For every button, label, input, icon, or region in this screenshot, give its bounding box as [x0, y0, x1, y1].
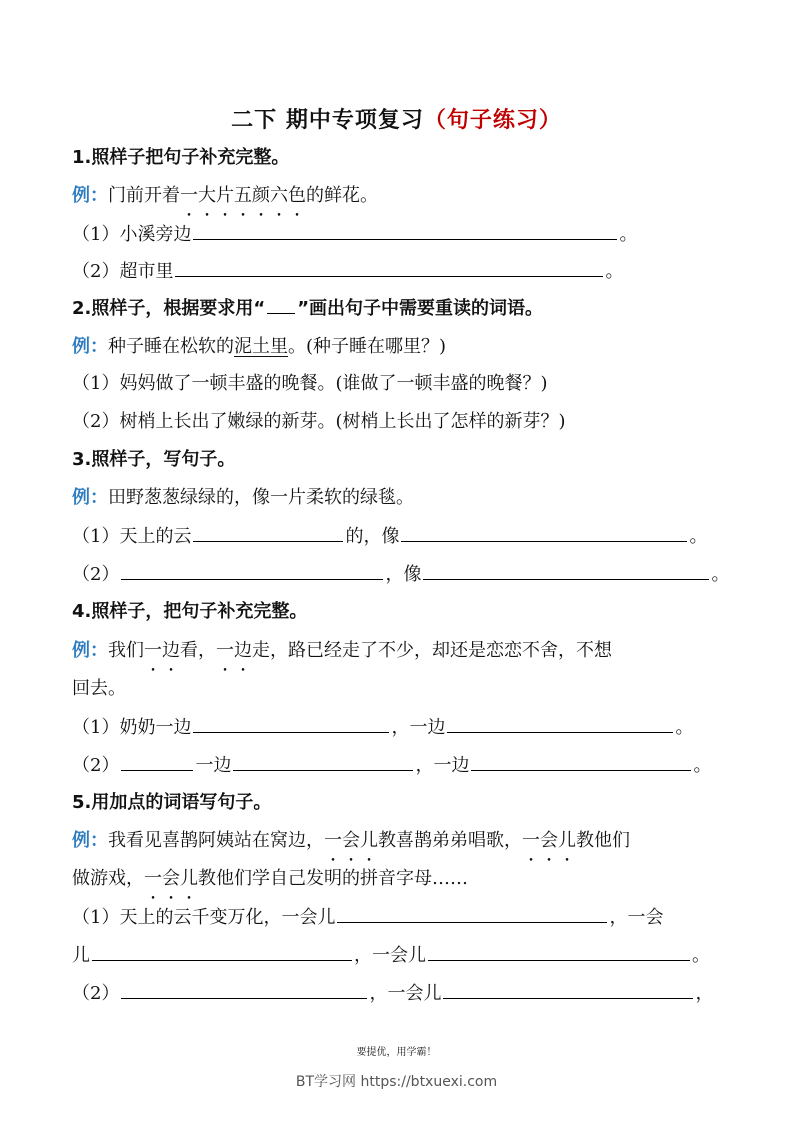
q2-heading	[72, 296, 723, 322]
example-text: 教他们	[576, 830, 630, 851]
q4-item-2	[72, 752, 723, 779]
q1-example	[72, 183, 723, 209]
item-text: （1）小溪旁边	[72, 224, 192, 245]
example-text: 种子睡在松软的	[108, 336, 234, 357]
item-text: （2）	[72, 983, 120, 1004]
footer-site[interactable]: BT学习网 https://btxuexi.com	[295, 1074, 498, 1090]
dotted-char: 边	[234, 640, 252, 661]
answer-blank[interactable]	[92, 942, 352, 961]
example-text: 教他们学自己发明的拼音字母……	[198, 868, 468, 889]
dotted-char: 会	[342, 830, 360, 851]
q3-heading: 3.照样子，写句子。	[72, 449, 236, 470]
item-end: 。	[619, 224, 638, 245]
example-text: 我看见喜鹊阿姨站在窝边，	[108, 830, 324, 851]
answer-blank[interactable]	[193, 714, 389, 733]
item-text: ，一边	[415, 755, 470, 776]
example-text: 看，	[180, 640, 216, 661]
item-end: 。	[693, 755, 712, 776]
q5-item-1	[72, 904, 723, 931]
underline-sample	[267, 297, 295, 314]
q4-heading: 4.照样子，把句子补充完整。	[72, 601, 308, 622]
dotted-char: 一	[522, 830, 540, 851]
example-text: 。(种子睡在哪里？)	[288, 336, 447, 357]
item-text: （1）天上的云千变万化，一会儿	[72, 907, 336, 928]
item-text: ，一会儿	[369, 983, 442, 1004]
q5-heading: 5.用加点的词语写句子。	[72, 792, 272, 813]
q3-item-1	[72, 523, 723, 550]
q2-item-2[interactable]: （2）树梢上长出了嫩绿的新芽。(树梢上长出了怎样的新芽？)	[72, 411, 566, 432]
example-text: 田野葱葱绿绿的，像一片柔软的绿毯。	[108, 487, 414, 508]
item-end: 。	[711, 564, 730, 585]
item-text: ，像	[385, 564, 422, 585]
answer-blank[interactable]	[337, 904, 607, 923]
dotted-char: 儿	[558, 830, 576, 851]
dotted-char: 颜	[252, 185, 270, 206]
q2-example	[72, 334, 723, 360]
item-text: 的，像	[345, 526, 400, 547]
dotted-char: 大	[198, 185, 216, 206]
item-text: （1）天上的云	[72, 526, 192, 547]
q5-example-cont	[72, 866, 723, 892]
answer-blank[interactable]	[193, 523, 343, 542]
dotted-char: 一	[144, 868, 162, 889]
item-end: 。	[675, 717, 694, 738]
answer-blank[interactable]	[447, 714, 673, 733]
dotted-char: 儿	[180, 868, 198, 889]
item-text: （2）	[72, 755, 120, 776]
example-label: 例：	[72, 336, 108, 357]
answer-blank[interactable]	[193, 221, 617, 240]
dotted-char: 边	[162, 640, 180, 661]
title-main: 二下 期中专项复习	[231, 108, 424, 133]
dotted-char: 一	[324, 830, 342, 851]
example-label: 例：	[72, 487, 108, 508]
answer-blank[interactable]	[443, 980, 693, 999]
answer-blank[interactable]	[471, 752, 691, 771]
answer-blank[interactable]	[423, 561, 709, 580]
q1-heading: 1.照样子把句子补充完整。	[72, 147, 290, 168]
example-label: 例：	[72, 185, 108, 206]
item-text: ，一会	[609, 907, 664, 928]
item-end: 。	[692, 945, 710, 966]
item-end: 。	[689, 526, 708, 547]
q4-item-1	[72, 714, 723, 741]
answer-blank[interactable]	[428, 942, 690, 961]
q3-example	[72, 485, 723, 511]
example-label: 例：	[72, 640, 108, 661]
dotted-char: 片	[216, 185, 234, 206]
answer-blank[interactable]	[401, 523, 687, 542]
example-text: 我们	[108, 640, 144, 661]
title-sub: （句子练习）	[423, 108, 562, 133]
item-end: ，	[695, 983, 714, 1004]
dotted-char: 六	[270, 185, 288, 206]
dotted-char: 会	[540, 830, 558, 851]
dotted-char: 儿	[360, 830, 378, 851]
answer-blank[interactable]	[121, 980, 367, 999]
item-text: （2）超市里	[72, 261, 174, 282]
q5-example	[72, 828, 723, 854]
footer-slogan: 要提优，用学霸！	[356, 1047, 437, 1058]
dotted-char: 一	[216, 640, 234, 661]
answer-blank[interactable]	[121, 561, 383, 580]
page-title	[0, 103, 793, 134]
example-text: 做游戏，	[72, 868, 144, 889]
underlined-word: 泥土里	[234, 336, 288, 357]
q2-item-1[interactable]: （1）妈妈做了一顿丰盛的晚餐。(谁做了一顿丰盛的晚餐？)	[72, 373, 548, 394]
dotted-char: 色	[288, 185, 306, 206]
q4-example-cont: 回去。	[72, 678, 126, 699]
item-text: 一边	[195, 755, 232, 776]
item-end: 。	[605, 261, 624, 282]
dotted-char: 五	[234, 185, 252, 206]
heading-text: ”画出句子中需要重读的词语。	[297, 298, 544, 319]
example-label: 例：	[72, 830, 108, 851]
answer-blank[interactable]	[233, 752, 413, 771]
example-text: 走，路已经走了不少，却还是恋恋不舍，不想	[252, 640, 612, 661]
item-text: （2）	[72, 564, 120, 585]
dotted-char: 一	[144, 640, 162, 661]
q4-example	[72, 638, 723, 664]
item-text: ，一边	[391, 717, 446, 738]
answer-blank[interactable]	[121, 752, 193, 771]
item-text: ，一会儿	[354, 945, 426, 966]
dotted-char: 会	[162, 868, 180, 889]
example-text: 的鲜花。	[306, 185, 378, 206]
q1-item-1	[72, 221, 723, 248]
q5-item-1-cont	[72, 942, 723, 969]
heading-text: 2.照样子，根据要求用“	[72, 298, 266, 319]
q1-item-2	[72, 258, 723, 285]
q5-item-2	[72, 980, 723, 1007]
example-text: 门前开着	[108, 185, 180, 206]
answer-blank[interactable]	[175, 258, 603, 277]
item-text: （1）奶奶一边	[72, 717, 192, 738]
q3-item-2	[72, 561, 730, 588]
item-text: 儿	[72, 945, 90, 966]
dotted-char: 一	[180, 185, 198, 206]
example-text: 教喜鹊弟弟唱歌，	[378, 830, 522, 851]
